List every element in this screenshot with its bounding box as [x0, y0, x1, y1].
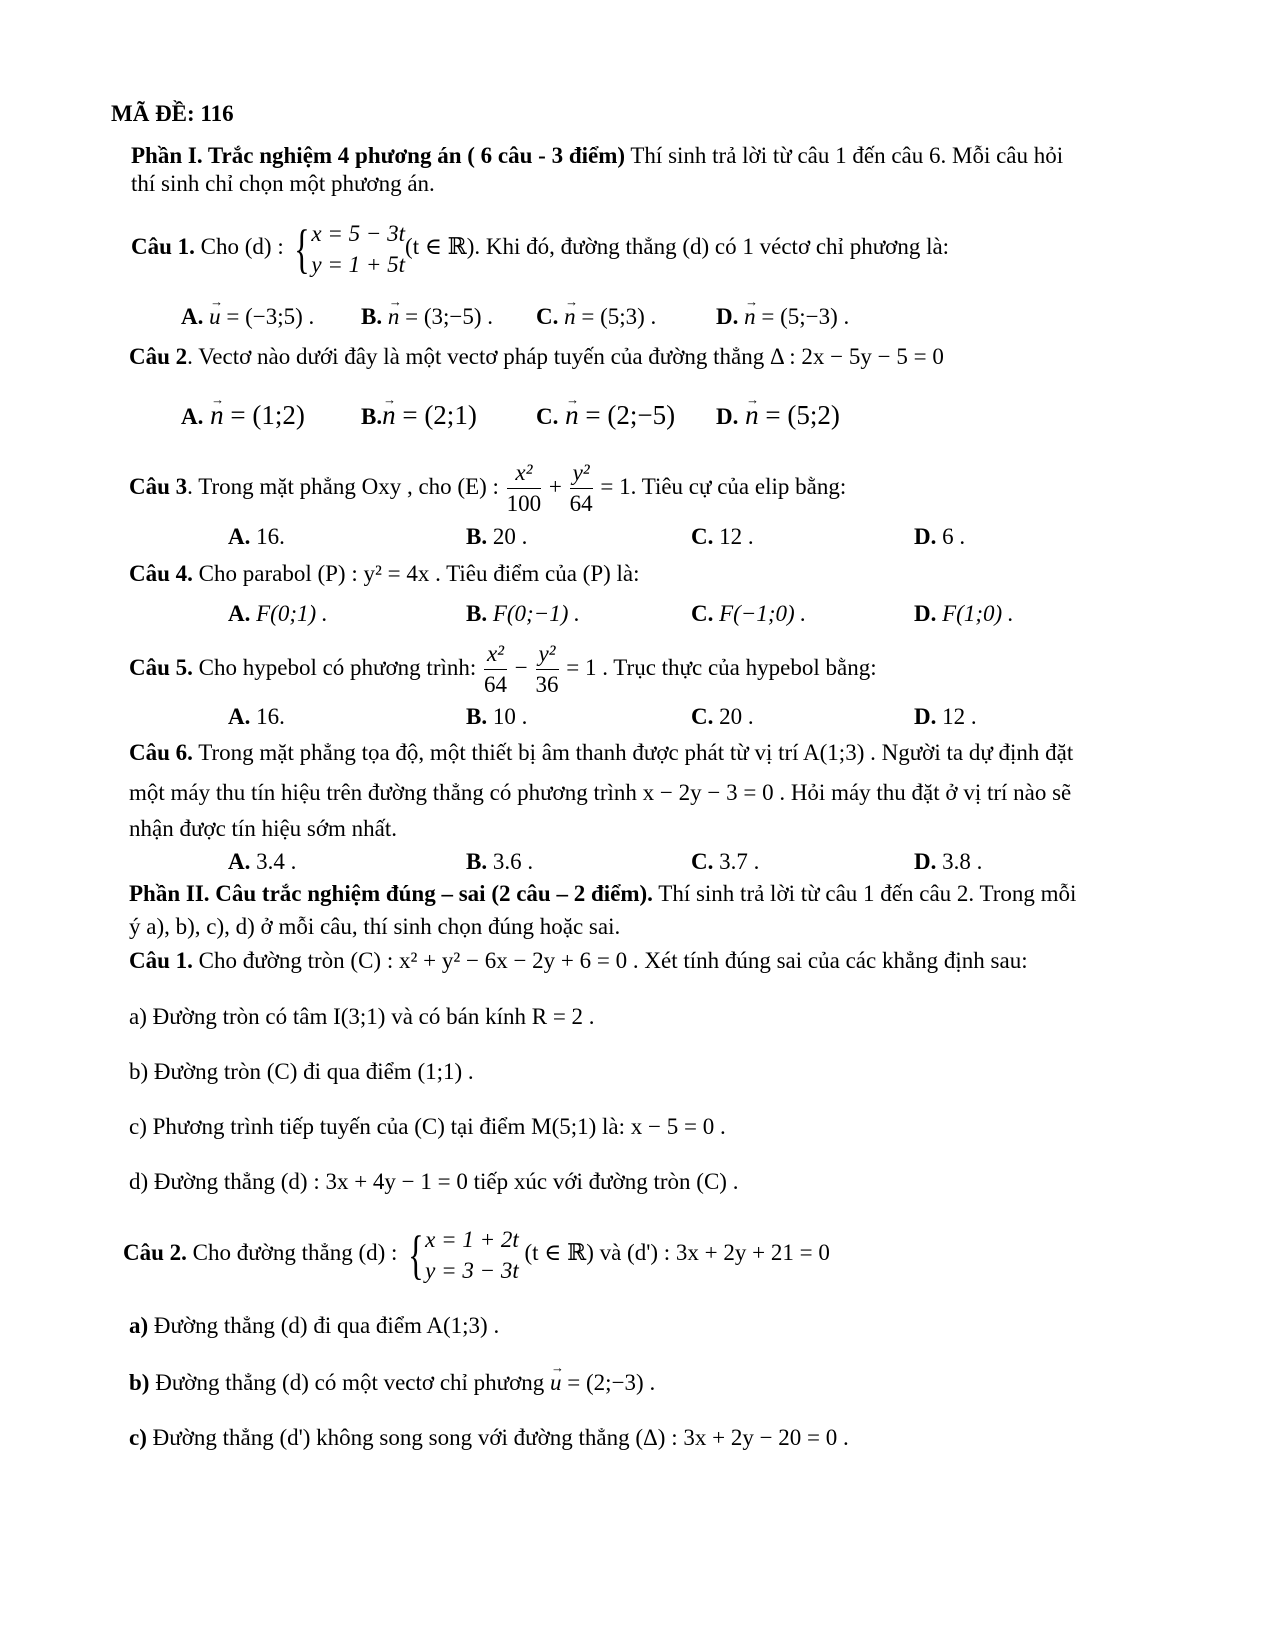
q5-option-a-key: A. — [228, 704, 251, 729]
q2-option-a-vector: → n — [210, 401, 224, 429]
p2q2-stem — [123, 1222, 830, 1286]
q5-option-c-value: 20 . — [713, 704, 754, 729]
p2q1-statement-a: a) Đường tròn có tâm I(3;1) và có bán kính R = 2 . — [129, 1004, 595, 1029]
q6-option-b-value: 3.6 . — [487, 849, 534, 874]
q4-option-d — [914, 600, 1014, 628]
q1-option-c-key: C. — [536, 304, 559, 329]
q3-option-c-value: 12 . — [713, 524, 754, 549]
q1-option-b-vector: → n — [388, 303, 400, 331]
p2q1-statement-b: b) Đường tròn (C) đi qua điểm (1;1) . — [129, 1059, 474, 1084]
q5-stem — [129, 637, 877, 700]
part2-instruction-cont: ý a), b), c), d) ở mỗi câu, thí sinh chọn đúng hoặc sai. — [129, 914, 621, 939]
q2-option-d-vector: → n — [745, 401, 759, 429]
q5-fraction-x-den: 64 — [484, 672, 508, 698]
q3-option-b-value: 20 . — [487, 524, 528, 549]
p2q1-label: Câu 1. — [129, 948, 193, 973]
q3-fraction-y-num: y² — [570, 458, 593, 489]
q2-option-c-key: C. — [536, 404, 559, 429]
q6-option-c-key: C. — [691, 849, 714, 874]
q3-option-a-value: 16. — [250, 524, 285, 549]
part1-instruction: Thí sinh trả lời từ câu 1 đến câu 6. Mỗi câu hỏi — [625, 143, 1064, 168]
p2q2-label: Câu 2. — [123, 1240, 187, 1265]
q2-option-b-value: = (2;1) — [395, 400, 477, 430]
p2q2-statement-b-text: Đường thẳng (d) có một vectơ chỉ phương — [149, 1370, 551, 1395]
q5-prefix: Cho hypebol có phương trình: — [192, 655, 483, 680]
p2q2-statement-c — [129, 1424, 849, 1452]
q6-option-b-key: B. — [466, 849, 488, 874]
q1-option-c-vector: → n — [564, 303, 576, 331]
q6-option-a — [228, 848, 296, 876]
q2-option-b-vector: → n — [382, 401, 396, 429]
q3-prefix: . Trong mặt phẳng Oxy , cho (E) : — [187, 474, 505, 499]
q1-label: Câu 1. — [131, 234, 195, 259]
q3-option-d — [914, 523, 965, 551]
q1-option-b-value: = (3;−5) . — [399, 304, 493, 329]
q5-option-b — [466, 703, 527, 731]
q5-option-a — [228, 703, 285, 731]
q3-option-c-key: C. — [691, 524, 714, 549]
q3-option-c — [691, 523, 754, 551]
part1-title: Phần I. Trắc nghiệm 4 phương án ( 6 câu - 3 điểm) — [131, 143, 626, 168]
q6-option-b — [466, 848, 533, 876]
q3-fraction-x — [507, 458, 542, 519]
q5-option-b-key: B. — [466, 704, 488, 729]
q2-option-c-vector: → n — [565, 401, 579, 429]
q3-option-a-key: A. — [228, 524, 251, 549]
q3-option-b-key: B. — [466, 524, 488, 549]
q3-option-a — [228, 523, 285, 551]
q5-fraction-y — [536, 639, 559, 700]
q4-option-a-value: F(0;1) . — [250, 601, 328, 626]
q1-system-row2: y = 1 + 5t — [311, 251, 406, 277]
part1-heading — [131, 142, 1063, 170]
p2q1-statement-d: d) Đường thẳng (d) : 3x + 4y − 1 = 0 tiếp xúc với đường tròn (C) . — [129, 1169, 739, 1194]
p2q1-stem — [129, 947, 1028, 975]
q3-option-b — [466, 523, 527, 551]
q1-option-d-key: D. — [716, 304, 739, 329]
p2q2-system-row1: x = 1 + 2t — [425, 1226, 519, 1252]
q6-option-a-key: A. — [228, 849, 251, 874]
q6-option-a-value: 3.4 . — [250, 849, 297, 874]
q5-label: Câu 5. — [129, 655, 193, 680]
q4-option-c-key: C. — [691, 601, 714, 626]
q1-option-a-key: A. — [181, 304, 204, 329]
q1-suffix: (t ∈ ℝ). Khi đó, đường thẳng (d) có 1 véctơ chỉ phương là: — [405, 234, 950, 259]
q1-option-d-value: = (5;−3) . — [755, 304, 850, 329]
q2-option-a-key: A. — [181, 404, 204, 429]
q4-option-a-key: A. — [228, 601, 251, 626]
p2q2-statement-b-key: b) — [129, 1370, 150, 1395]
q6-label: Câu 6. — [129, 740, 193, 765]
q1-stem — [131, 216, 949, 280]
q4-option-a — [228, 600, 328, 628]
q2-option-c-value: = (2;−5) — [578, 400, 676, 430]
p2q2-system-row2: y = 3 − 3t — [425, 1257, 519, 1283]
q6-option-d — [914, 848, 982, 876]
q5-option-c — [691, 703, 754, 731]
p2q2-statement-b-vector: → u — [550, 1369, 562, 1397]
q1-system-row1: x = 5 − 3t — [311, 220, 406, 246]
p2q2-statement-c-text: Đường thẳng (d') không song song với đường thẳng (Δ) : 3x + 2y − 20 = 0 . — [146, 1425, 849, 1450]
part2-heading — [129, 880, 1076, 908]
q6-option-d-value: 3.8 . — [936, 849, 983, 874]
part1-instruction-cont: thí sinh chỉ chọn một phương án. — [131, 171, 435, 196]
p2q2-statement-a — [129, 1312, 499, 1340]
q6-option-c-value: 3.7 . — [713, 849, 760, 874]
p2q2-prefix: Cho đường thẳng (d) : — [186, 1240, 404, 1265]
q5-fraction-y-num: y² — [536, 639, 559, 670]
q5-option-c-key: C. — [691, 704, 714, 729]
q4-option-b-key: B. — [466, 601, 488, 626]
p2q2-statement-a-text: Đường thẳng (d) đi qua điểm A(1;3) . — [148, 1313, 500, 1338]
q6-option-c — [691, 848, 759, 876]
q6-stem-line1 — [129, 739, 1073, 767]
q5-fraction-x-num: x² — [484, 639, 507, 670]
q1-option-a-value: = (−3;5) . — [220, 304, 315, 329]
q6-option-d-key: D. — [914, 849, 937, 874]
q2-option-d — [716, 401, 840, 431]
q4-stem — [129, 560, 640, 588]
q2-option-d-key: D. — [716, 404, 739, 429]
q6-line1: Trong mặt phẳng tọa độ, một thiết bị âm thanh được phát từ vị trí A(1;3) . Người ta dự định đặt — [192, 740, 1074, 765]
q1-option-d — [716, 303, 849, 331]
q3-option-d-value: 6 . — [936, 524, 966, 549]
q4-option-d-value: F(1;0) . — [936, 601, 1014, 626]
q1-option-c-value: = (5;3) . — [575, 304, 657, 329]
q4-option-c — [691, 600, 806, 628]
q1-option-b-key: B. — [361, 304, 383, 329]
q3-fraction-y — [570, 458, 593, 519]
p2q2-system: { x = 1 + 2t y = 3 − 3t — [408, 1224, 519, 1285]
p2q2-statement-a-key: a) — [129, 1313, 149, 1338]
q1-prefix: Cho (d) : — [194, 234, 290, 259]
q4-option-d-key: D. — [914, 601, 937, 626]
q2-option-a-value: = (1;2) — [223, 400, 305, 430]
q2-option-d-value: = (5;2) — [758, 400, 840, 430]
q4-text: Cho parabol (P) : y² = 4x . Tiêu điểm của (P) là: — [192, 561, 640, 586]
q1-option-c — [536, 303, 656, 331]
q2-stem — [129, 343, 944, 371]
exam-code: MÃ ĐỀ: 116 — [111, 101, 234, 126]
q5-option-a-value: 16. — [250, 704, 285, 729]
q3-fraction-x-den: 100 — [506, 491, 542, 517]
q3-label: Câu 3 — [129, 474, 188, 499]
q2-option-a — [181, 401, 305, 431]
p2q2-statement-b-value: = (2;−3) . — [561, 1370, 656, 1395]
q5-minus: − — [509, 655, 534, 680]
q3-suffix: = 1. Tiêu cự của elip bằng: — [594, 474, 847, 499]
q2-option-b — [361, 401, 477, 431]
q2-option-b-key: B. — [361, 404, 383, 429]
q1-option-a-vector: → u — [209, 303, 221, 331]
part2-title: Phần II. Câu trắc nghiệm đúng – sai (2 câu – 2 điểm). — [129, 881, 653, 906]
q5-fraction-x — [484, 639, 507, 700]
q3-option-d-key: D. — [914, 524, 937, 549]
q5-option-d-value: 12 . — [936, 704, 977, 729]
q5-suffix: = 1 . Trục thực của hypebol bằng: — [560, 655, 877, 680]
q6-stem-line2: một máy thu tín hiệu trên đường thẳng có phương trình x − 2y − 3 = 0 . Hỏi máy thu đặt ở vị trí nào sẽ — [129, 780, 1072, 805]
q5-option-d-key: D. — [914, 704, 937, 729]
q3-stem — [129, 456, 846, 519]
p2q2-suffix: (t ∈ ℝ) và (d') : 3x + 2y + 21 = 0 — [518, 1240, 830, 1265]
part2-instruction: Thí sinh trả lời từ câu 1 đến câu 2. Trong mỗi — [652, 881, 1077, 906]
q2-label: Câu 2 — [129, 344, 188, 369]
q3-fraction-x-num: x² — [507, 458, 542, 489]
q5-option-b-value: 10 . — [487, 704, 528, 729]
p2q1-statement-c: c) Phương trình tiếp tuyến của (C) tại điểm M(5;1) là: x − 5 = 0 . — [129, 1114, 726, 1139]
q1-option-b — [361, 303, 493, 331]
q2-option-c — [536, 401, 675, 431]
q5-fraction-y-den: 36 — [535, 672, 559, 698]
q1-option-d-vector: → n — [744, 303, 756, 331]
q2-text: . Vectơ nào dưới đây là một vectơ pháp tuyến của đường thẳng Δ : 2x − 5y − 5 = 0 — [187, 344, 944, 369]
p2q2-statement-b — [129, 1369, 655, 1397]
q1-system: { x = 5 − 3t y = 1 + 5t — [294, 218, 406, 279]
p2q2-statement-c-key: c) — [129, 1425, 147, 1450]
q4-option-b-value: F(0;−1) . — [487, 601, 580, 626]
q4-option-c-value: F(−1;0) . — [713, 601, 807, 626]
q4-option-b — [466, 600, 580, 628]
q6-stem-line3: nhận được tín hiệu sớm nhất. — [129, 816, 398, 841]
q4-label: Câu 4. — [129, 561, 193, 586]
q5-option-d — [914, 703, 977, 731]
q3-plus: + — [543, 474, 568, 499]
q1-option-a — [181, 303, 314, 331]
p2q1-text: Cho đường tròn (C) : x² + y² − 6x − 2y + 6 = 0 . Xét tính đúng sai của các khẳng định sau: — [192, 948, 1028, 973]
q3-fraction-y-den: 64 — [569, 491, 593, 517]
